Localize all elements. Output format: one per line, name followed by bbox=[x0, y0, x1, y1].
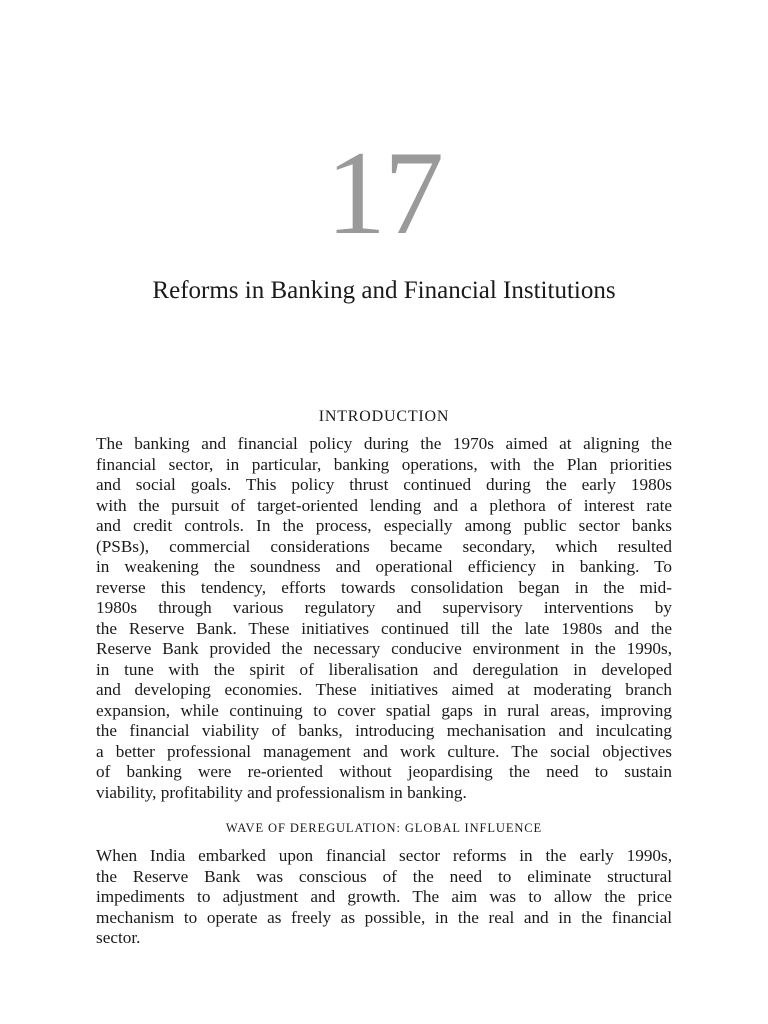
paragraph-line: expansion, while continuing to cover spatial gaps in rural areas, improving bbox=[96, 700, 672, 720]
paragraph-line: sector. bbox=[96, 928, 141, 947]
paragraph-line: in tune with the spirit of liberalisation and deregulation in developed bbox=[96, 659, 672, 679]
paragraph-line: a better professional management and work culture. The social objectives bbox=[96, 741, 672, 761]
chapter-title: Reforms in Banking and Financial Institutions bbox=[152, 277, 616, 304]
section-heading-wave-of-deregulation: WAVE OF DEREGULATION: GLOBAL INFLUENCE bbox=[225, 821, 543, 835]
paragraph-line: 1980s through various regulatory and supervisory interventions by bbox=[96, 598, 672, 617]
paragraph-line: with the pursuit of target-oriented lending and a plethora of interest rate bbox=[96, 495, 672, 515]
paragraph-line: reverse this tendency, efforts towards consolidation began in the mid- bbox=[96, 577, 672, 597]
paragraph-line: the financial viability of banks, introducing mechanisation and inculcating bbox=[96, 721, 672, 740]
paragraph-line: in weakening the soundness and operational efficiency in banking. To bbox=[96, 557, 672, 576]
paragraph-line: When India embarked upon financial sector reforms in the early 1990s, bbox=[96, 846, 672, 865]
paragraph-line: The banking and financial policy during the 1970s aimed at aligning the bbox=[96, 434, 672, 453]
paragraph-line: viability, profitability and professionalism in banking. bbox=[96, 782, 467, 802]
paragraph-line: the Reserve Bank. These initiatives continued till the late 1980s and the bbox=[96, 618, 672, 638]
paragraph-line: mechanism to operate as freely as possible, in the real and in the financial bbox=[96, 907, 672, 927]
paragraph-line: the Reserve Bank was conscious of the need to eliminate structural bbox=[96, 866, 672, 886]
paragraph-line: and developing economies. These initiatives aimed at moderating branch bbox=[96, 680, 672, 699]
paragraph-line: of banking were re-oriented without jeopardising the need to sustain bbox=[96, 762, 672, 781]
section-heading-introduction: INTRODUCTION bbox=[318, 408, 450, 425]
paragraph-line: (PSBs), commercial considerations became secondary, which resulted bbox=[96, 536, 672, 556]
paragraph-wave-of-deregulation bbox=[96, 846, 672, 949]
paragraph-line: and credit controls. In the process, especially among public sector banks bbox=[96, 516, 672, 535]
paragraph-line: and social goals. This policy thrust continued during the early 1980s bbox=[96, 475, 672, 494]
paragraph-introduction bbox=[96, 434, 672, 803]
paragraph-line: financial sector, in particular, banking operations, with the Plan priorities bbox=[96, 454, 672, 474]
paragraph-line: Reserve Bank provided the necessary conducive environment in the 1990s, bbox=[96, 639, 672, 658]
paragraph-line: impediments to adjustment and growth. The aim was to allow the price bbox=[96, 887, 672, 906]
chapter-number: 17 bbox=[326, 126, 442, 259]
